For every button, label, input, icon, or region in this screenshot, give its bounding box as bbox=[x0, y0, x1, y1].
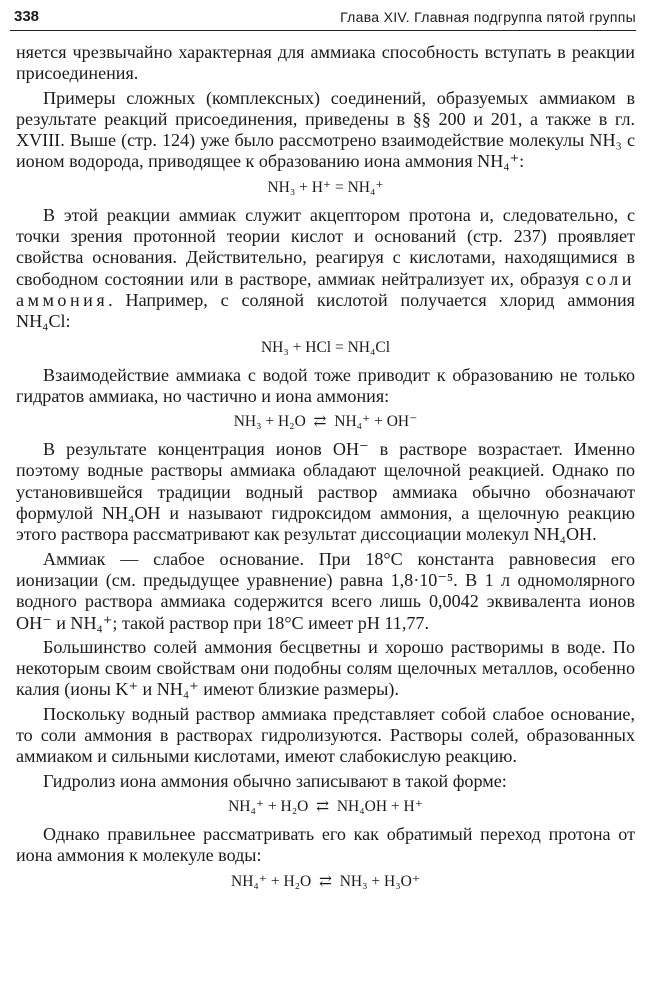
paragraph-proton-transfer: Однако правильнее рассматривать его как обратимый переход протона от иона аммония к молекуле воды: bbox=[16, 823, 635, 866]
page-number: 338 bbox=[14, 8, 40, 25]
equation-proton-transfer: NH₄⁺ + H₂O ⇄ NH₃ + H₃O⁺ bbox=[231, 872, 420, 890]
paragraph-complex-compounds: Примеры сложных (комплексных) соединений, образуемых аммиаком в результате реакций присоединения, приведены в §§ 200 и 201, а также в гл. XVIII. Выше (стр. 124) уже было рассмотрено взаимодействие молекулы NH₃ с ионом водорода, приводящее к образованию иона аммония NH₄⁺: bbox=[16, 87, 635, 172]
paragraph-text: . Например, с соляной кислотой получается хлорид аммония NH₄Cl: bbox=[16, 289, 635, 332]
equation-hydrolysis: NH₄⁺ + H₂O ⇄ NH₄OH + H⁺ bbox=[228, 797, 423, 815]
paragraph-hydrolysis: Поскольку водный раствор аммиака представляет собой слабое основание, то соли аммония в растворах гидролизуются. Растворы солей, образованных аммиаком и сильными кислотами, имеют слабокислую реакцию. bbox=[16, 703, 635, 767]
paragraph-proton-acceptor bbox=[16, 205, 635, 333]
paragraph-hydrolysis-form: Гидролиз иона аммония обычно записывают в такой форме: bbox=[43, 770, 507, 791]
page-header bbox=[10, 6, 636, 31]
equation-ammonium-chloride: NH₃ + HCl = NH₄Cl bbox=[260, 338, 391, 356]
paragraph-hydroxide: В результате концентрация ионов OH⁻ в растворе возрастает. Именно поэтому водные растворы аммиака обладают щелочной реакцией. Однако по установившейся традиции водный раствор аммиака обычно обозначают формулой NH₄OH и называют гидроксидом аммония, а щелочную реакцию этого раствора рассматривают как результат диссоциации молекул NH₄OH. bbox=[16, 439, 635, 545]
paragraph-ammonium-salts: Большинство солей аммония бесцветны и хорошо растворимы в воде. По некоторым своим свойствам они подобны солям щелочных металлов, особенно калия (ионы K⁺ и NH₄⁺ имеют близкие размеры). bbox=[16, 636, 635, 700]
emphasized-term: соли аммония bbox=[16, 268, 635, 310]
paragraph-weak-base: Аммиак — слабое основание. При 18°C константа равновесия его ионизации (см. предыдущее уравнение) равна 1,8·10⁻⁵. В 1 л одномолярного водного раствора аммиака содержится всего лишь 0,0042 эквивалента ионов OH⁻ и NH₄⁺; такой раствор при 18°C имеет pH 11,77. bbox=[16, 548, 635, 633]
equation-ammonium-formation: NH₃ + H⁺ = NH₄⁺ bbox=[267, 178, 384, 196]
paragraph-text: В этой реакции аммиак служит акцептором протона и, следовательно, с точки зрения протонной теории кислот и оснований (стр. 237) проявляет свойства основания. Действительно, реагируя с кислотами, находящимися в свободном состоянии или в растворе, аммиак нейтрализует их, образуя bbox=[16, 204, 635, 289]
running-head: Глава XIV. Главная подгруппа пятой группы bbox=[340, 9, 636, 25]
equation-ammonia-water: NH₃ + H₂O ⇄ NH₄⁺ + OH⁻ bbox=[233, 413, 418, 431]
paragraph-continuation: няется чрезвычайно характерная для аммиака способность вступать в реакции присоединения. bbox=[16, 42, 635, 84]
page-body bbox=[16, 42, 635, 899]
paragraph-water-interaction: Взаимодействие аммиака с водой тоже приводит к образованию не только гидратов аммиака, но частично и иона аммония: bbox=[16, 364, 635, 406]
